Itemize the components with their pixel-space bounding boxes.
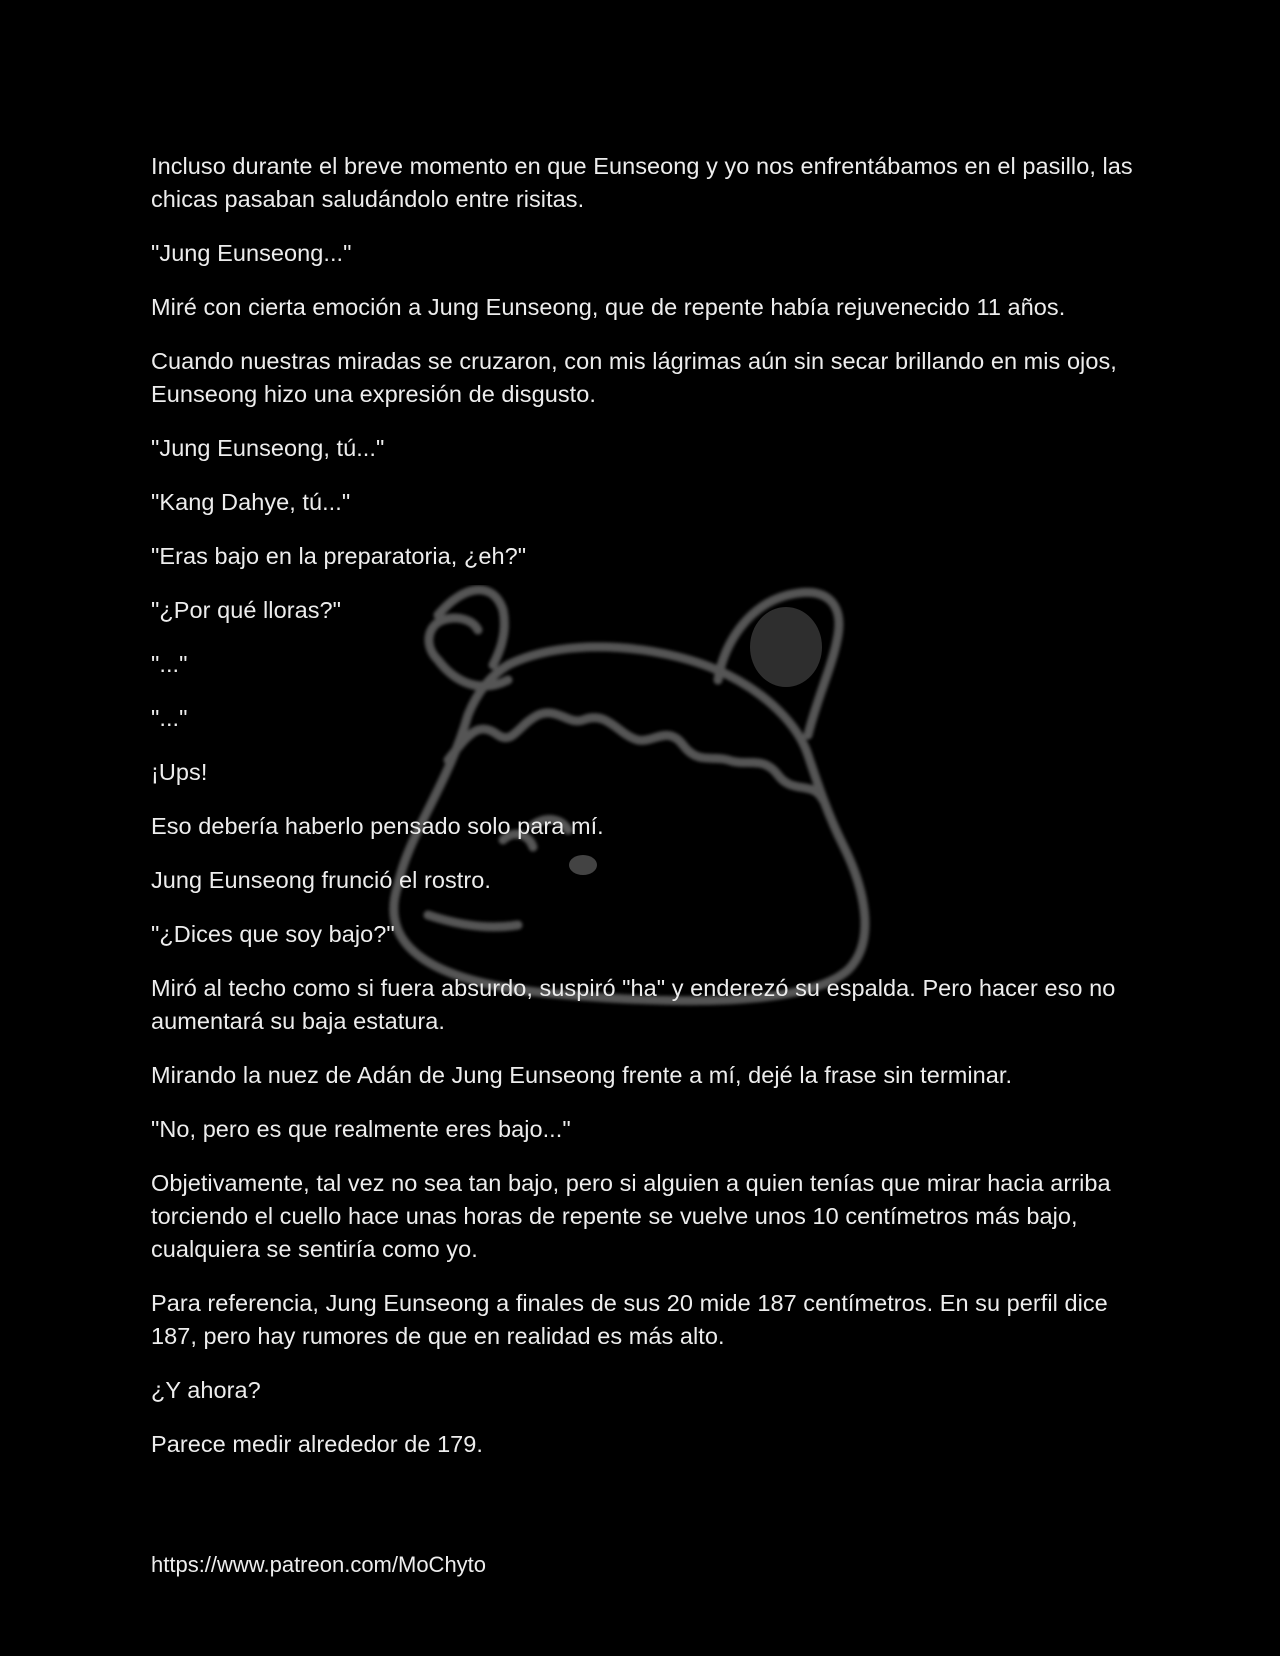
paragraph: "Jung Eunseong, tú..." — [151, 435, 385, 461]
patreon-link[interactable]: https://www.patreon.com/MoChyto — [151, 1552, 487, 1577]
paragraph: Parece medir alrededor de 179. — [151, 1431, 484, 1457]
paragraph: "Eras bajo en la preparatoria, ¿eh?" — [151, 543, 527, 569]
paragraph: ¡Ups! — [151, 759, 208, 785]
paragraph: "Kang Dahye, tú..." — [151, 489, 351, 515]
paragraph: Incluso durante el breve momento en que Eunseong y yo nos enfrentábamos en el pasillo, las chicas pasaban saludándolo entre risitas. — [151, 153, 1133, 212]
paragraph: "..." — [151, 651, 188, 677]
paragraph: "..." — [151, 705, 188, 731]
paragraph: "No, pero es que realmente eres bajo..." — [151, 1116, 571, 1142]
paragraph: "Jung Eunseong..." — [151, 240, 352, 266]
paragraph: Eso debería haberlo pensado solo para mí. — [151, 813, 604, 839]
paragraph: "¿Dices que soy bajo?" — [151, 921, 395, 947]
paragraph: ¿Y ahora? — [151, 1377, 261, 1403]
paragraph: "¿Por qué lloras?" — [151, 597, 342, 623]
paragraph: Miró al techo como si fuera absurdo, suspiró "ha" y enderezó su espalda. Pero hacer eso no aumentará su baja estatura. — [151, 975, 1116, 1034]
paragraph: Jung Eunseong frunció el rostro. — [151, 867, 491, 893]
paragraph: Para referencia, Jung Eunseong a finales de sus 20 mide 187 centímetros. En su perfil dice 187, pero hay rumores de que en realidad es más alto. — [151, 1290, 1108, 1349]
story-text — [151, 150, 1136, 1482]
paragraph: Mirando la nuez de Adán de Jung Eunseong frente a mí, dejé la frase sin terminar. — [151, 1062, 1013, 1088]
paragraph: Objetivamente, tal vez no sea tan bajo, pero si alguien a quien tenías que mirar hacia arriba torciendo el cuello hace unas horas de repente se vuelve unos 10 centímetros más bajo, cualquiera se sentiría como yo. — [151, 1170, 1111, 1262]
paragraph: Miré con cierta emoción a Jung Eunseong, que de repente había rejuvenecido 11 años. — [151, 294, 1066, 320]
paragraph: Cuando nuestras miradas se cruzaron, con mis lágrimas aún sin secar brillando en mis ojos, Eunseong hizo una expresión de disgusto. — [151, 348, 1117, 407]
